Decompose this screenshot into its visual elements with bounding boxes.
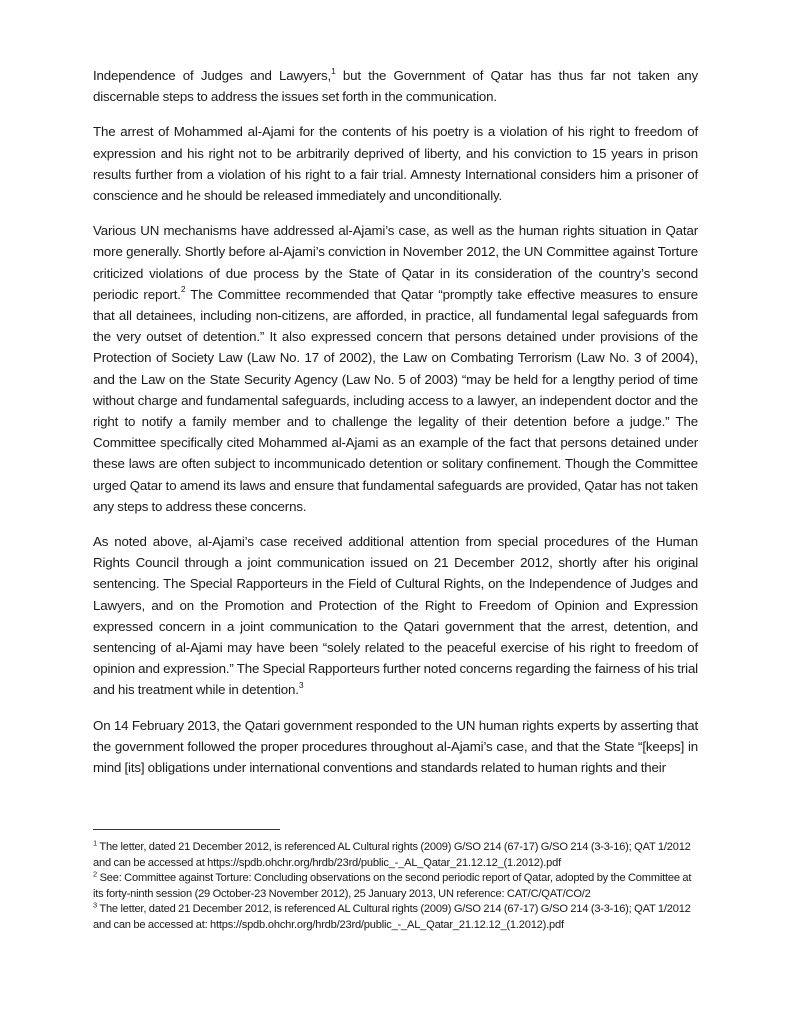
paragraph-government-response [93,715,698,779]
paragraph-text: On 14 February 2013, the Qatari government responded to the UN human rights experts by asserting that the government followed the proper procedures throughout al-Ajami’s case, and that the State “[keeps] in mind [its] obligations under international conventions and standards related to human rights and their [93,717,698,776]
paragraph-continuation [93,65,698,107]
footnote-number: 2 [93,869,97,879]
footnote-number: 1 [93,838,97,848]
paragraph-un-mechanisms [93,220,698,517]
footnote-1 [93,840,703,871]
body-text [93,65,698,792]
footnote-text: The letter, dated 21 December 2012, is referenced AL Cultural rights (2009) G/SO 214 (67-17) G/SO 214 (3-3-16); QAT 1/2012 and can be accessed at https://spdb.ohchr.org/hrdb/23rd/public_-_AL_Qatar_21.12.12_(1.2012).pdf [93,841,691,869]
footnotes-section [93,829,703,934]
paragraph-text: but the Government of Qatar has thus far not taken any discernable steps to address the issues set forth in the communication. [93,68,699,105]
footnote-number: 3 [93,900,97,910]
footnote-ref-3[interactable]: 3 [298,680,304,691]
paragraph-text: Independence of Judges and Lawyers, [93,68,332,83]
footnote-text: The letter, dated 21 December 2012, is referenced AL Cultural rights (2009) G/SO 214 (67-17) G/SO 214 (3-3-16); QAT 1/2012 and can be accessed at: https://spdb.ohchr.org/hrdb/23rd/public_-_AL_Qatar_21.12.12_(1.2012).pdf [93,903,691,931]
paragraph-text: The Committee recommended that Qatar “promptly take effective measures to ensure that all detainees, including non-citizens, are afforded, in practice, all fundamental legal safeguards from the very outset of detention.” It also expressed concern that persons detained under provisions of the Protection of Society Law (Law No. 17 of 2002), the Law on Combating Terrorism (Law No. 3 of 2004), and the Law on the State Security Agency (Law No. 5 of 2003) “may be held for a lengthy period of time without charge and fundamental safeguards, including access to a lawyer, an independent doctor and the right to notify a family member and to challenge the legality of their detention before a judge.” The Committee specifically cited Mohammed al-Ajami as an example of the fact that persons detained under these laws are often subject to incommunicado detention or solitary confinement. Though the Committee urged Qatar to amend its laws and ensure that fundamental safeguards are provided, Qatar has not taken any steps to address these concerns. [93,286,698,514]
paragraph-text: The arrest of Mohammed al-Ajami for the contents of his poetry is a violation of his right to freedom of expression and his right not to be arbitrarily deprived of liberty, and his conviction to 15 years in prison results further from a violation of his right to a fair trial. Amnesty International considers him a prisoner of conscience and he should be released immediately and unconditionally. [93,124,698,204]
footnote-ref-2[interactable]: 2 [180,284,186,295]
paragraph-special-procedures [93,531,698,701]
footnote-3 [93,902,703,933]
paragraph-text: Various UN mechanisms have addressed al-Ajami’s case, as well as the human rights situation in Qatar more generally. Shortly before al-Ajami’s conviction in November 2012, the UN Committee against Torture criticized violations of due process by the State of Qatar in its consideration of the country’s second periodic report. [93,223,698,302]
footnote-separator [93,829,280,830]
paragraph-text: As noted above, al-Ajami’s case received additional attention from special procedures of the Human Rights Council through a joint communication issued on 21 December 2012, shortly after his original sentencing. The Special Rapporteurs in the Field of Cultural Rights, on the Independence of Judges and Lawyers, and on the Promotion and Protection of the Right to Freedom of Opinion and Expression expressed concern in a joint communication to the Qatari government that the arrest, detention, and sentencing of al-Ajami may have been “solely related to the peaceful exercise of his right to freedom of opinion and expression.” The Special Rapporteurs further noted concerns regarding the fairness of his trial and his treatment while in detention. [93,534,698,698]
footnote-2 [93,871,703,902]
paragraph-arrest [93,121,698,206]
footnote-text: See: Committee against Torture: Concluding observations on the second periodic report of Qatar, adopted by the Committee at its forty-ninth session (29 October-23 November 2012), 25 January 2013, UN reference: CAT/C/QAT/CO/2 [93,872,692,900]
footnote-ref-1[interactable]: 1 [331,65,336,76]
